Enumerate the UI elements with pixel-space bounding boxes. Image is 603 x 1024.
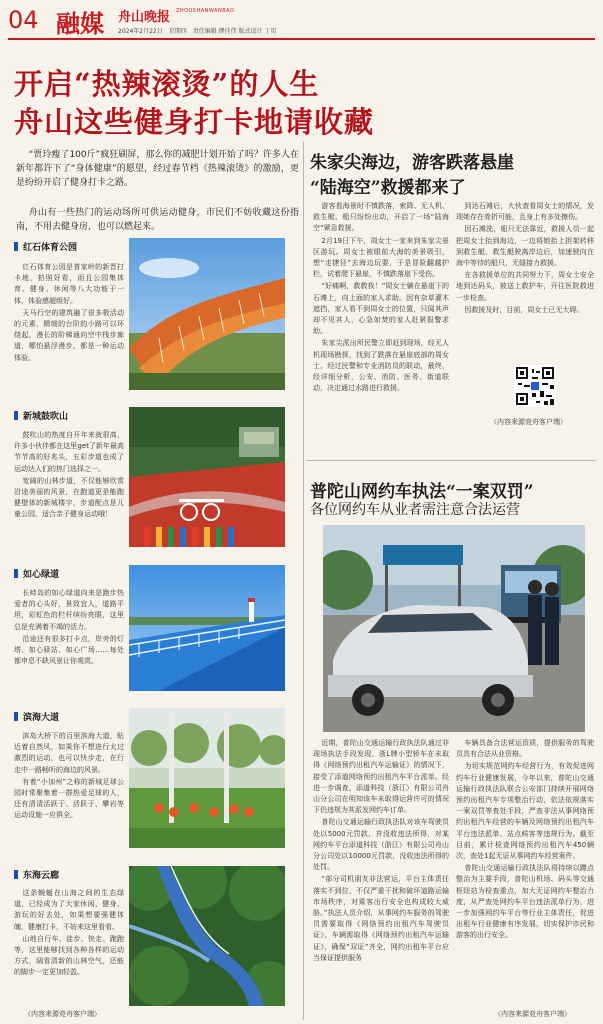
photo-donghai-yunlang bbox=[129, 866, 285, 1006]
paragraph: 山地自行车、徒步、快走、跑跑等，这里能够找到各种各样的运动方式，阔看清新的山林空气，还能的脚步一定更加轻盈。 bbox=[14, 934, 124, 977]
paragraph: “好痛啊，救救我！”周女士躺在悬崖下的石滩上，向上面的家人求助。因有杂草灌木遮挡，家人看不到周女士的位置，只闻其声却不见其人，心急如焚的家人赶紧报警求助。 bbox=[313, 282, 449, 336]
date-line: 2024年2月22日 星期四 责任编辑 缪佳伟 版式设计 丁页 bbox=[118, 28, 277, 35]
main-title-line1: 开启“热辣滚烫”的人生 bbox=[14, 67, 320, 101]
section-text-ruxin bbox=[14, 588, 124, 668]
section-heading-hongshi: 红石体育公园 bbox=[14, 240, 77, 253]
paragraph: 到达石滩后，大伙查看周女士的情况，发现她存在骨折可能，且身上有多处擦伤。 bbox=[456, 202, 594, 222]
taxi-column-2 bbox=[456, 738, 594, 943]
paragraph: 普陀山交通运输行政执法队将持续以蹲点整治为主要手段，普陀山机场、码头等交通枢纽站为检查重点，加大无证网约车整治力度，从严查处网约车平台违法派单行为，进一步加强网约车平台等行业主体责任，促进出租车行业健康有序发展，切实保护市民和游客的出行安全。 bbox=[456, 864, 594, 940]
photo-binhai-avenue bbox=[129, 708, 285, 848]
rescue-source: （内容来源竞舟客户端） bbox=[490, 418, 567, 426]
article-divider bbox=[306, 460, 596, 461]
paragraph: 有着“小加州”之称的新城足球公园时常聚集着一群热爱足球的人，还有清清活跃于、活跃于、攀岩等运动设施一应俱全。 bbox=[14, 777, 124, 820]
section-text-binhai bbox=[14, 731, 124, 823]
paragraph: 近期，普陀山交通运输行政执法队通过非现场执法手段发现，浙L牌小型轿车在未取得《网络预约出租汽车运输证》的情况下，接受了添道网络预约出租汽车平台派单。经进一步调查，添道科技（浙江）有限公司舟山分公司在明知该车未取得运营许可的情况下仍违规为其派发网约车订单。 bbox=[313, 739, 449, 815]
rescue-column-2 bbox=[456, 201, 594, 317]
photo-guchui-mountain bbox=[129, 407, 285, 547]
paragraph: 普陀山交通运输行政执法队对该车驾驶员处以5000元罚款，并没收违法所得，对某网约车平台添道科技（浙江）有限公司舟山分公司处以10000元罚款，没收违法所得的处罚。 bbox=[313, 818, 449, 872]
paper-logo: 舟山晚报 bbox=[118, 10, 171, 25]
paragraph: 滨岛大桥下的百里滨海大道，贴近着自然风，如果你不想进行太过激烈的运动，也可以快步走，在行走中一路畅听的海边的风景。 bbox=[14, 732, 124, 774]
paragraph: 2月19日下午，周女士一家来到朱家尖景区游玩。周女士被眼前大海的美景吸引，想“走捷径”去海边玩要，于是冒险翻越护栏，试着爬下悬崖，不慎跌落崖下受伤。 bbox=[313, 236, 449, 279]
paragraph: 因石滩洗，船只无法靠近，救援人员一起把周女士抬到海边，一边将她抬上担架转移到救生艇，救生艇驶离岸边后，加速驶向在海中等待的船只，无缝接力救援。 bbox=[456, 225, 594, 268]
qr-code[interactable] bbox=[514, 365, 556, 407]
paragraph: 朱家尖派出所民警立即赶到现场，经无人机现场勘探，找到了跌落在悬崖底部的周女士。经过民警和专业消防员的联动，最终，经详细分析，公安、消防、医务、街道联动，决定通过水路进行救援。 bbox=[313, 339, 449, 393]
paragraph: 因救援及时，目前，周女士已无大碍。 bbox=[464, 305, 584, 314]
rescue-title-line2: “陆海空”救援都来了 bbox=[310, 178, 466, 198]
column-divider bbox=[303, 142, 304, 1020]
section-heading-ruxin: 如心绿道 bbox=[14, 567, 59, 580]
section-heading-yunlang: 东海云廊 bbox=[14, 868, 59, 881]
header-rule bbox=[8, 38, 595, 40]
main-title-line2: 舟山这些健身打卡地请收藏 bbox=[14, 105, 375, 139]
rescue-title-line1: 朱家尖海边，游客跌落悬崖 bbox=[310, 153, 514, 173]
paragraph: 天马行空的建筑融了很多极活动的元素，精细的台阶的小路可以环绕起，漫长的阶梯通向空中栈步廊道，哪怕悬浮漫步，都是一种运动体验。 bbox=[14, 308, 124, 362]
photo-hongshi-park bbox=[129, 238, 285, 390]
paragraph: 鼓吹山的热度自开年来就很高，许多小伙伴都在这里get了新年最高节节高的好兆头，五彩步道也成了运动达人们的热门选择之一。 bbox=[14, 431, 124, 473]
section-text-guchui bbox=[14, 430, 124, 522]
paragraph: 车辆具备合法营运资质，提供服务的驾驶员具有合法从业资格。 bbox=[456, 739, 594, 759]
taxi-subtitle: 各位网约车从业者需注意合法运营 bbox=[310, 502, 520, 518]
taxi-source: （内容来源竞舟客户端） bbox=[494, 1010, 571, 1018]
rescue-column-1 bbox=[313, 201, 449, 395]
paragraph: “部分司机朋友非法营运，平台主体责任落实不到位，不仅严重干扰和破坏道路运输市场秩序，对乘客出行安全也构成较大威胁。”执法人员介绍，从事网约车服务的驾驶员需要取得《网络预约出租汽车驾驶员证》，车辆需取得《网络预约出租汽车运输证》，确保“双证”齐全，网约出租车平台应当保证提供服务 bbox=[313, 875, 449, 962]
taxi-title: 普陀山网约车执法“一案双罚” bbox=[310, 482, 534, 502]
paragraph: 为切实规范网约车经营行为，有效促进网约车行业健康发展，今年以来，普陀山交通运输行政执法队联合公安部门持续开展网络预约出租汽车专项整治行动，依法依规落实一案双罚等查处手段，严查非法从事网络预约出租汽车经营的车辆及网络预约出租汽车平台违法派单、站点候客等违规行为。截至目前，累计检查网络预约出租汽车450辆次，查处1起无证从事网约车经营案件。 bbox=[456, 762, 594, 861]
paper-logo-en: ZHOUSHANWANBAO bbox=[176, 8, 235, 14]
intro-paragraph-2: 舟山有一些热门的运动场所可供运动健身，市民们不妨收藏这份指南，不用去健身房，也可以燃起来。 bbox=[16, 208, 299, 232]
section-heading-binhai: 滨海大道 bbox=[14, 710, 59, 723]
section-text-hongshi bbox=[14, 262, 124, 365]
taxi-column-1 bbox=[313, 738, 449, 965]
section-text-yunlang bbox=[14, 888, 124, 980]
section-title: 融媒 bbox=[56, 9, 104, 38]
photo-ruxin-greenway bbox=[129, 565, 285, 691]
paragraph: 这条蜿蜒在山海之间的生态绿道，已经成为了大家休闲、健身、游玩的好去处，如果想要强健体魄，健康打卡，不妨来这里看看。 bbox=[14, 889, 124, 931]
photo-taxi-enforcement bbox=[323, 525, 585, 732]
section-heading-guchui: 新城鼓吹山 bbox=[14, 409, 68, 422]
paragraph: 沿途还有很多打卡点，岸旁的灯塔、如心驿站、如心广场……每处都申息不缺风景让你观赏。 bbox=[14, 634, 124, 666]
paragraph: 红石体育公园是普家岭的新晋打卡地，拍照好看，而且公园集体育、健身、休闲等八大功能于一体，体验感超级好。 bbox=[14, 263, 124, 305]
paragraph: 宽阔的山林步道，不仅能够欣赏沿途美丽的风景，在跑道更是能跑健壁体的新城楼宇，步道配点是儿童公园，适合亲子健身运动哦！ bbox=[14, 476, 124, 519]
paragraph: 在各救援单位的共同努力下，周女士安全地到达码头，被送上救护车，开往医院救进一步检查。 bbox=[456, 271, 594, 302]
paragraph: 长峙岛的如心绿道向来是跑步热爱者的心头好，景致宜人，道路平坦，彩虹色的栏杆缤纷亮眼，这里总是充满着不竭的活力。 bbox=[14, 589, 124, 631]
paragraph: 游客看海景时不慎跌落，索降、无人机、救生艇、船只纷纷出动，开启了一场“陆海空”紧急救援。 bbox=[313, 202, 449, 233]
intro-paragraph-1: “贾玲瘦了100斤”疯狂刷屏，那么你的减肥计划开始了吗？许多人在新年都许下了“身体健康”的愿望，经过春节档《热辣滚烫》的激励，更是纷纷开启了健身打卡之路。 bbox=[16, 150, 299, 188]
main-source: （内容来源竞舟客户端） bbox=[24, 1010, 101, 1018]
page-number: 04 bbox=[8, 6, 39, 34]
